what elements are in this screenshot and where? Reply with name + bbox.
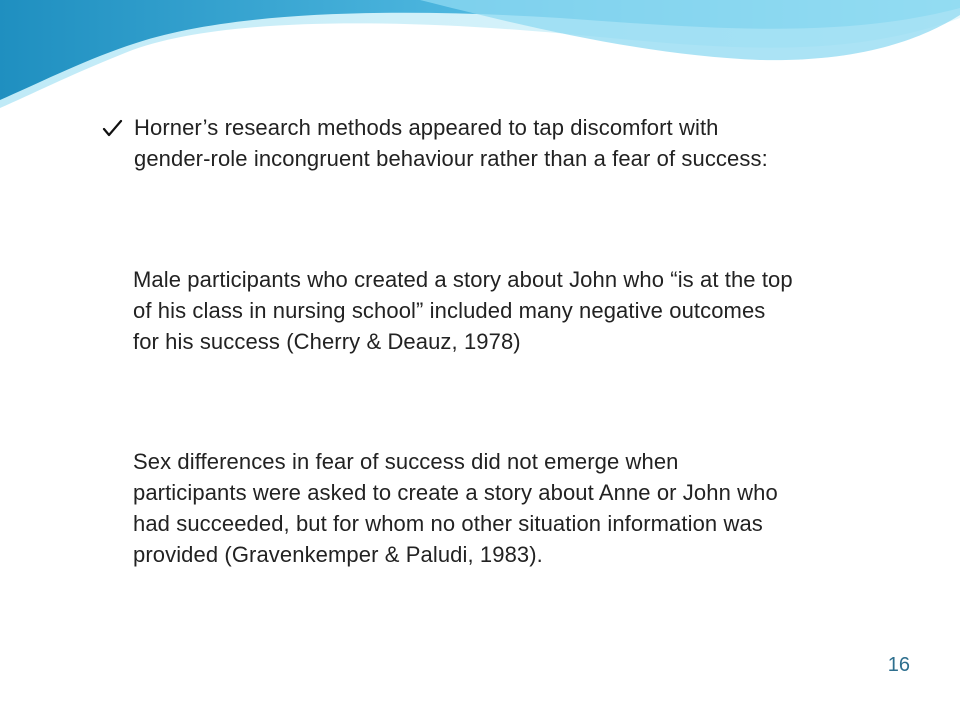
supporting-paragraph: Male participants who created a story about John who “is at the top of his class in nursing school” included many negative outcomes for his success (Cherry & Deauz, 1978) xyxy=(133,267,793,354)
supporting-paragraph: Sex differences in fear of success did not emerge when participants were asked to create a story about Anne or John who had succeeded, but for whom no other situation information was provided (Gravenkemper & Paludi, 1983). xyxy=(133,449,778,567)
page-number: 16 xyxy=(887,654,910,676)
bullet-text: Horner’s research methods appeared to tap discomfort with gender-role incongruent behaviour rather than a fear of success: xyxy=(134,115,768,171)
checkmark-icon xyxy=(102,112,124,143)
header-wave-decoration xyxy=(0,0,960,120)
